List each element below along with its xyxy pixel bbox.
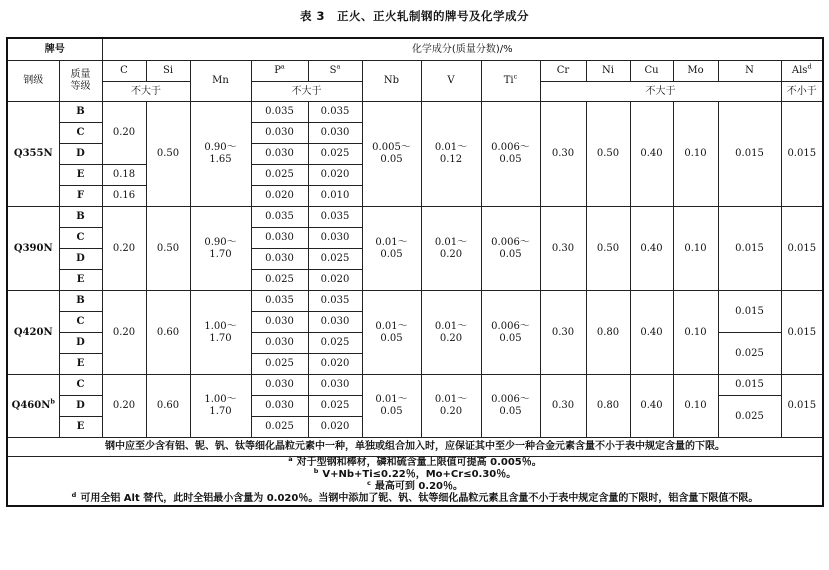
mo-cell: 0.10 bbox=[673, 375, 718, 438]
s-cell: 0.035 bbox=[308, 102, 362, 123]
p-cell: 0.025 bbox=[251, 354, 308, 375]
cr-cell: 0.30 bbox=[540, 375, 586, 438]
note-row bbox=[7, 438, 823, 457]
p-cell: 0.030 bbox=[251, 144, 308, 165]
ni-cell: 0.80 bbox=[586, 375, 630, 438]
header-ni: Ni bbox=[586, 61, 630, 82]
p-cell: 0.030 bbox=[251, 123, 308, 144]
header-grade-group: 牌号 bbox=[7, 38, 102, 61]
s-cell: 0.010 bbox=[308, 186, 362, 207]
table-note: 钢中应至少含有铝、铌、钒、钛等细化晶粒元素中一种，单独或组合加入时，应保证其中至少一种合金元素含量不小于表中规定含量的下限。 bbox=[7, 438, 823, 457]
n-cell: 0.025 bbox=[718, 333, 781, 375]
ti-cell: 0.006～ 0.05 bbox=[481, 375, 540, 438]
quality-grade-cell: E bbox=[59, 354, 102, 375]
p-cell: 0.030 bbox=[251, 228, 308, 249]
ni-cell: 0.50 bbox=[586, 102, 630, 207]
header-v: V bbox=[421, 61, 481, 102]
quality-grade-cell: F bbox=[59, 186, 102, 207]
quality-grade-cell: B bbox=[59, 291, 102, 312]
s-cell: 0.025 bbox=[308, 333, 362, 354]
c-cell: 0.20 bbox=[102, 207, 146, 291]
cu-cell: 0.40 bbox=[630, 291, 673, 375]
header-c: C bbox=[102, 61, 146, 82]
p-cell: 0.025 bbox=[251, 270, 308, 291]
header-steel-grade: 钢级 bbox=[7, 61, 59, 102]
p-cell: 0.035 bbox=[251, 207, 308, 228]
p-cell: 0.030 bbox=[251, 396, 308, 417]
mo-cell: 0.10 bbox=[673, 102, 718, 207]
s-cell: 0.025 bbox=[308, 144, 362, 165]
table-row bbox=[7, 207, 823, 228]
quality-grade-cell: E bbox=[59, 270, 102, 291]
ni-cell: 0.80 bbox=[586, 291, 630, 375]
si-cell: 0.50 bbox=[146, 102, 190, 207]
footnote-b: $^b$ V+Nb+Ti≤0.22％，Mo+Cr≤0.30％。 bbox=[313, 466, 517, 480]
v-cell: 0.01～ 0.20 bbox=[421, 207, 481, 291]
nb-cell: 0.01～ 0.05 bbox=[362, 207, 421, 291]
ti-cell: 0.006～ 0.05 bbox=[481, 102, 540, 207]
s-cell: 0.025 bbox=[308, 249, 362, 270]
steel-grade-cell: Q355N bbox=[7, 102, 59, 207]
header-mo: Mo bbox=[673, 61, 718, 82]
n-cell: 0.015 bbox=[718, 291, 781, 333]
n-cell: 0.015 bbox=[718, 207, 781, 291]
s-cell: 0.020 bbox=[308, 165, 362, 186]
quality-grade-cell: E bbox=[59, 417, 102, 438]
header-p-s-limit: 不大于 bbox=[251, 82, 362, 102]
s-cell: 0.025 bbox=[308, 396, 362, 417]
quality-grade-cell: D bbox=[59, 249, 102, 270]
quality-grade-cell: C bbox=[59, 228, 102, 249]
s-cell: 0.030 bbox=[308, 312, 362, 333]
p-cell: 0.030 bbox=[251, 333, 308, 354]
mo-cell: 0.10 bbox=[673, 207, 718, 291]
mn-cell: 0.90～ 1.70 bbox=[190, 207, 251, 291]
v-cell: 0.01～ 0.20 bbox=[421, 375, 481, 438]
steel-grade-cell: $Q460N^b$ bbox=[7, 375, 59, 438]
mn-cell: 0.90～ 1.65 bbox=[190, 102, 251, 207]
nb-cell: 0.01～ 0.05 bbox=[362, 291, 421, 375]
header-als: Als$^d$ bbox=[781, 61, 823, 82]
s-cell: 0.020 bbox=[308, 270, 362, 291]
c-cell: 0.18 bbox=[102, 165, 146, 186]
header-nb: Nb bbox=[362, 61, 421, 102]
header-als-limit: 不小于 bbox=[781, 82, 823, 102]
quality-grade-cell: C bbox=[59, 123, 102, 144]
header-s: $S^a$ bbox=[308, 61, 362, 82]
quality-grade-cell: C bbox=[59, 375, 102, 396]
table-row bbox=[7, 102, 823, 123]
n-cell: 0.015 bbox=[718, 102, 781, 207]
quality-grade-cell: D bbox=[59, 144, 102, 165]
ni-cell: 0.50 bbox=[586, 207, 630, 291]
ti-cell: 0.006～ 0.05 bbox=[481, 207, 540, 291]
s-cell: 0.035 bbox=[308, 291, 362, 312]
cr-cell: 0.30 bbox=[540, 207, 586, 291]
mo-cell: 0.10 bbox=[673, 291, 718, 375]
header-cr: Cr bbox=[540, 61, 586, 82]
v-cell: 0.01～ 0.20 bbox=[421, 291, 481, 375]
p-cell: 0.025 bbox=[251, 165, 308, 186]
cu-cell: 0.40 bbox=[630, 207, 673, 291]
table-row bbox=[7, 375, 823, 396]
c-cell: 0.20 bbox=[102, 375, 146, 438]
quality-grade-cell: B bbox=[59, 207, 102, 228]
header-n: N bbox=[718, 61, 781, 82]
s-cell: 0.030 bbox=[308, 228, 362, 249]
footnote-c: $^c$ 最高可到 0.20％。 bbox=[367, 478, 464, 492]
footnote-a: $^a$ 对于型钢和棒材，磷和硫含量上限值可提高 0.005％。 bbox=[288, 456, 542, 468]
p-cell: 0.035 bbox=[251, 102, 308, 123]
table-title: 表 3 正火、正火轧制钢的牌号及化学成分 bbox=[299, 9, 529, 23]
als-cell: 0.015 bbox=[781, 375, 823, 438]
steel-grade-cell: Q390N bbox=[7, 207, 59, 291]
header-composition-group: 化学成分(质量分数)/% bbox=[102, 38, 823, 61]
s-cell: 0.030 bbox=[308, 123, 362, 144]
footnote-d: $^d$ 可用全铝 Alt 替代，此时全铝最小含量为 0.020％。当钢中添加了铌、钒、钛等细化晶粒元素且含量不小于表中规定含量的下限时，铝含量下限值不限。 bbox=[71, 490, 759, 504]
p-cell: 0.020 bbox=[251, 186, 308, 207]
cu-cell: 0.40 bbox=[630, 102, 673, 207]
s-cell: 0.020 bbox=[308, 417, 362, 438]
steel-grade-cell: Q420N bbox=[7, 291, 59, 375]
quality-grade-cell: C bbox=[59, 312, 102, 333]
mn-cell: 1.00～ 1.70 bbox=[190, 375, 251, 438]
si-cell: 0.50 bbox=[146, 207, 190, 291]
footnotes-row bbox=[7, 457, 823, 507]
c-cell: 0.16 bbox=[102, 186, 146, 207]
quality-grade-cell: D bbox=[59, 396, 102, 417]
p-cell: 0.030 bbox=[251, 249, 308, 270]
header-c-si-limit: 不大于 bbox=[102, 82, 190, 102]
ti-cell: 0.006～ 0.05 bbox=[481, 291, 540, 375]
table-row bbox=[7, 291, 823, 312]
header-cr-n-limit: 不大于 bbox=[540, 82, 781, 102]
quality-grade-cell: D bbox=[59, 333, 102, 354]
chemical-composition-table bbox=[6, 37, 824, 507]
header-ti: Ti$^c$ bbox=[481, 61, 540, 102]
header-si: Si bbox=[146, 61, 190, 82]
c-cell: 0.20 bbox=[102, 291, 146, 375]
n-cell: 0.025 bbox=[718, 396, 781, 438]
header-quality-grade: 质量 等级 bbox=[59, 61, 102, 102]
mn-cell: 1.00～ 1.70 bbox=[190, 291, 251, 375]
cu-cell: 0.40 bbox=[630, 375, 673, 438]
v-cell: 0.01～ 0.12 bbox=[421, 102, 481, 207]
quality-grade-cell: E bbox=[59, 165, 102, 186]
als-cell: 0.015 bbox=[781, 291, 823, 375]
cr-cell: 0.30 bbox=[540, 102, 586, 207]
p-cell: 0.030 bbox=[251, 312, 308, 333]
header-p: $P^a$ bbox=[251, 61, 308, 82]
n-cell: 0.015 bbox=[718, 375, 781, 396]
footnotes bbox=[7, 457, 823, 507]
nb-cell: 0.005～ 0.05 bbox=[362, 102, 421, 207]
p-cell: 0.035 bbox=[251, 291, 308, 312]
nb-cell: 0.01～ 0.05 bbox=[362, 375, 421, 438]
cr-cell: 0.30 bbox=[540, 291, 586, 375]
als-cell: 0.015 bbox=[781, 102, 823, 207]
s-cell: 0.030 bbox=[308, 375, 362, 396]
quality-grade-cell: B bbox=[59, 102, 102, 123]
s-cell: 0.020 bbox=[308, 354, 362, 375]
p-cell: 0.025 bbox=[251, 417, 308, 438]
s-cell: 0.035 bbox=[308, 207, 362, 228]
header-cu: Cu bbox=[630, 61, 673, 82]
c-cell: 0.20 bbox=[102, 102, 146, 165]
p-cell: 0.030 bbox=[251, 375, 308, 396]
si-cell: 0.60 bbox=[146, 375, 190, 438]
si-cell: 0.60 bbox=[146, 291, 190, 375]
als-cell: 0.015 bbox=[781, 207, 823, 291]
header-mn: Mn bbox=[190, 61, 251, 102]
